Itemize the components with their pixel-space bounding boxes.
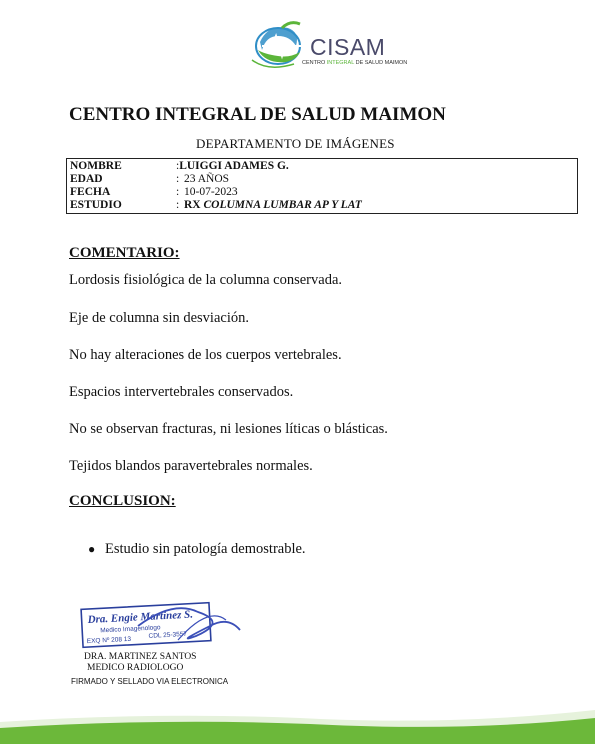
report-title: CENTRO INTEGRAL DE SALUD MAIMON: [69, 104, 446, 125]
info-label: ESTUDIO: [70, 199, 122, 211]
signature-doctor-name: DRA. MARTINEZ SANTOS: [84, 652, 197, 662]
info-row-edad: [70, 173, 577, 186]
conclusion-list: [88, 541, 306, 558]
signature-doctor-role: MEDICO RADIOLOGO: [87, 663, 184, 673]
info-separator: :: [176, 186, 180, 198]
finding-item: Espacios intervertebrales conservados.: [69, 384, 294, 400]
finding-item: Eje de columna sin desviación.: [69, 310, 249, 326]
footer-wave: [0, 704, 595, 744]
doctor-stamp: [78, 596, 248, 656]
patient-info-box: [66, 158, 578, 214]
signature-note: FIRMADO Y SELLADO VIA ELECTRONICA: [71, 677, 229, 686]
department-name: DEPARTAMENTO DE IMÁGENES: [196, 136, 395, 151]
finding-item: Lordosis fisiológica de la columna conservada.: [69, 272, 343, 288]
info-label: EDAD: [70, 173, 103, 185]
stamp-exq: EXQ Nº 208 13: [86, 635, 132, 646]
patient-age-value: 23 AÑOS: [184, 173, 230, 185]
info-separator: :: [176, 173, 180, 185]
study-date-value: 10-07-2023: [184, 186, 238, 198]
study-value: RX COLUMNA LUMBAR AP Y LAT: [184, 199, 362, 211]
stamp-name: Dra. Engie Martinez S.: [87, 608, 194, 627]
info-label: FECHA: [70, 186, 111, 198]
stamp-cdl: CDL 25-3557: [148, 630, 188, 640]
info-row-estudio: [70, 199, 577, 212]
conclusion-heading: CONCLUSION:: [69, 493, 176, 509]
info-row-fecha: [70, 186, 577, 199]
info-separator: :: [176, 199, 180, 211]
comentario-heading: COMENTARIO:: [69, 245, 180, 261]
info-row-nombre: [70, 160, 577, 173]
logo-subtitle: CENTRO INTEGRAL DE SALUD MAIMON: [302, 60, 408, 66]
conclusion-item: Estudio sin patología demostrable.: [105, 541, 306, 557]
info-label: NOMBRE: [70, 160, 122, 172]
patient-name-value: LUIGGI ADAMES G.: [179, 160, 289, 172]
finding-item: No hay alteraciones de los cuerpos vertebrales.: [69, 347, 342, 363]
finding-item: Tejidos blandos paravertebrales normales.: [69, 458, 313, 474]
stamp-role: Medico Imagenologo: [100, 624, 161, 635]
logo-name: CISAM: [310, 34, 386, 60]
bullet-icon: ●: [88, 542, 96, 556]
info-separator: :: [176, 160, 180, 172]
finding-item: No se observan fracturas, ni lesiones líticas o blásticas.: [69, 421, 388, 437]
